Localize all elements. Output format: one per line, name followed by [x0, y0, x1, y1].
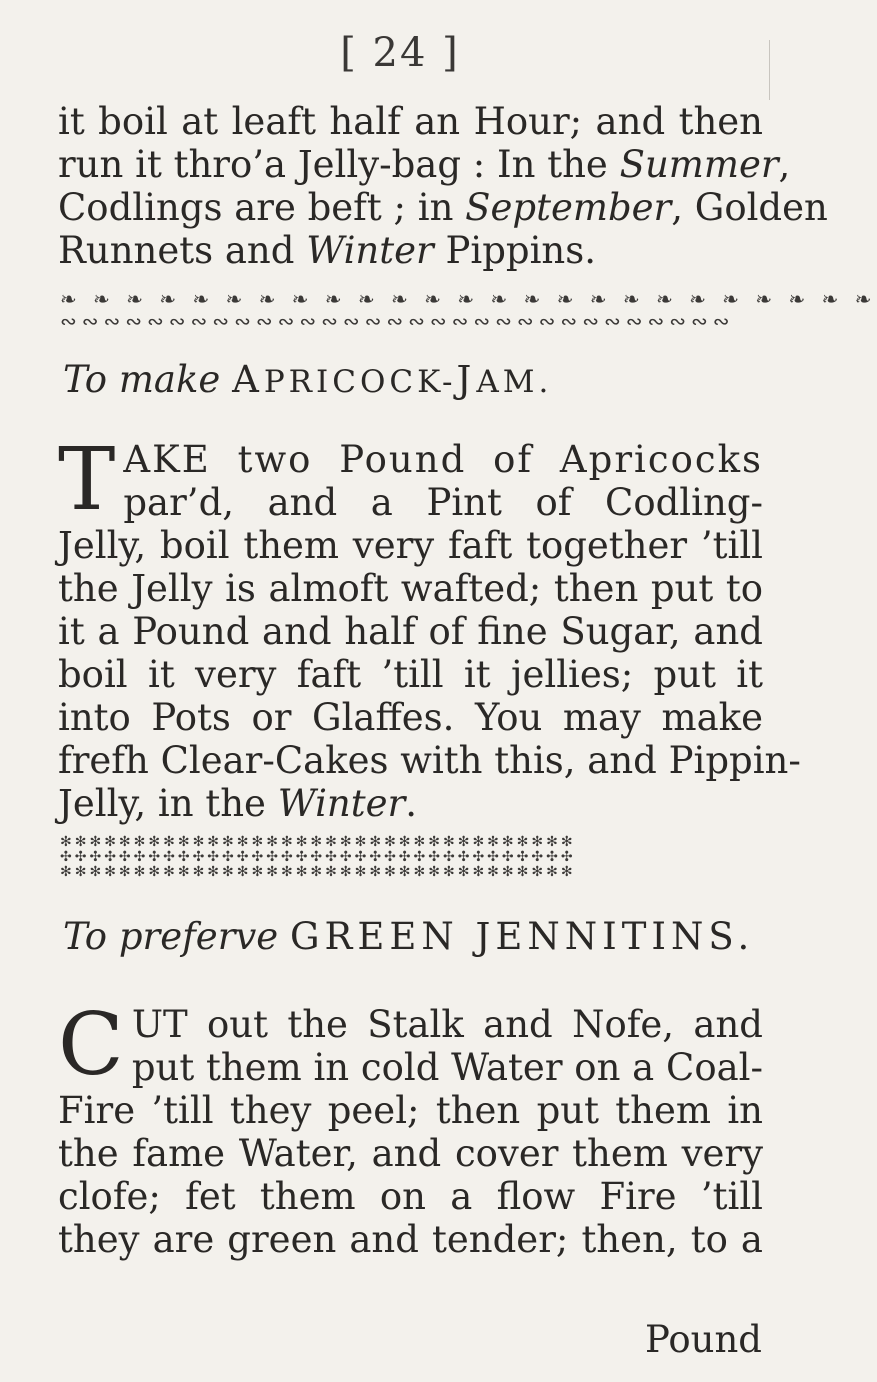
drop-cap-block — [58, 995, 763, 1095]
catchword: Pound — [644, 1318, 762, 1361]
text-line: boil it very faft ’till it jellies; put it — [58, 653, 763, 696]
text-line: put them in cold Water on a Coal- — [131, 1046, 763, 1089]
text-line: UT out the Stalk and Nofe, and — [131, 1003, 763, 1046]
text-line: Codlings are beft ; in September, Golden — [58, 186, 828, 229]
text-line: Fire ’till they peel; then put them in — [58, 1089, 763, 1132]
text-line: the fame Water, and cover them very — [58, 1132, 763, 1175]
recipe-heading-green-jennitins: To preferve GREEN JENNITINS. — [63, 915, 755, 958]
ornament-row: ✣✣✣✣✣✣✣✣✣✣✣✣✣✣✣✣✣✣✣✣✣✣✣✣✣✣✣✣✣✣✣✣✣✣✣ — [60, 849, 576, 865]
text-line: frefh Clear-Cakes with this, and Pippin- — [58, 739, 801, 782]
text-line: into Pots or Glaffes. You may make — [58, 696, 763, 739]
text-line: it boil at leaft half an Hour; and then — [58, 100, 763, 143]
text-line: Jelly, boil them very faft together ’till — [58, 524, 763, 567]
drop-cap-letter: T — [58, 430, 116, 530]
text-line: it a Pound and half of fine Sugar, and — [58, 610, 763, 653]
recipe-heading-apricock-jam: To make APRICOCK-JAM. — [63, 358, 553, 401]
text-line: par’d, and a Pint of Codling- — [123, 481, 763, 524]
recipe-body-green-jennitins — [58, 995, 763, 1261]
ornament-row: ✻✻✻✻✻✻✻✻✻✻✻✻✻✻✻✻✻✻✻✻✻✻✻✻✻✻✻✻✻✻✻✻✻✻✻ — [60, 864, 576, 880]
text-line: the Jelly is almoft wafted; then put to — [58, 567, 763, 610]
recipe-body-apricock-jam — [58, 430, 801, 825]
drop-cap-block — [58, 430, 763, 530]
ornament-row: ❧ ❧ ❧ ❧ ❧ ❧ ❧ ❧ ❧ ❧ ❧ ❧ ❧ ❧ ❧ ❧ ❧ ❧ ❧ ❧ ❧ ❧ ❧ ❧ ❧ — [60, 287, 877, 311]
text-line: run it thro’a Jelly-bag : In the Summer, — [58, 143, 791, 186]
drop-cap-letter: C — [58, 995, 124, 1095]
text-line: they are green and tender; then, to a — [58, 1218, 763, 1261]
page-number: [ 24 ] — [340, 30, 460, 76]
ornament-row: ✻✻✻✻✻✻✻✻✻✻✻✻✻✻✻✻✻✻✻✻✻✻✻✻✻✻✻✻✻✻✻✻✻✻✻ — [60, 834, 576, 850]
ornamental-divider-1 — [60, 287, 877, 334]
ornamental-divider-2 — [60, 835, 740, 881]
text-line: Jelly, in the Winter. — [58, 782, 417, 825]
ornament-row: ∾∾∾∾∾∾∾∾∾∾∾∾∾∾∾∾∾∾∾∾∾∾∾∾∾∾∾∾∾∾∾ — [60, 309, 735, 333]
opening-paragraph — [58, 100, 828, 272]
text-line: clofe; fet them on a flow Fire ’till — [58, 1175, 763, 1218]
text-line: Runnets and Winter Pippins. — [58, 229, 596, 272]
text-line: AKE two Pound of Apricocks — [123, 438, 763, 481]
